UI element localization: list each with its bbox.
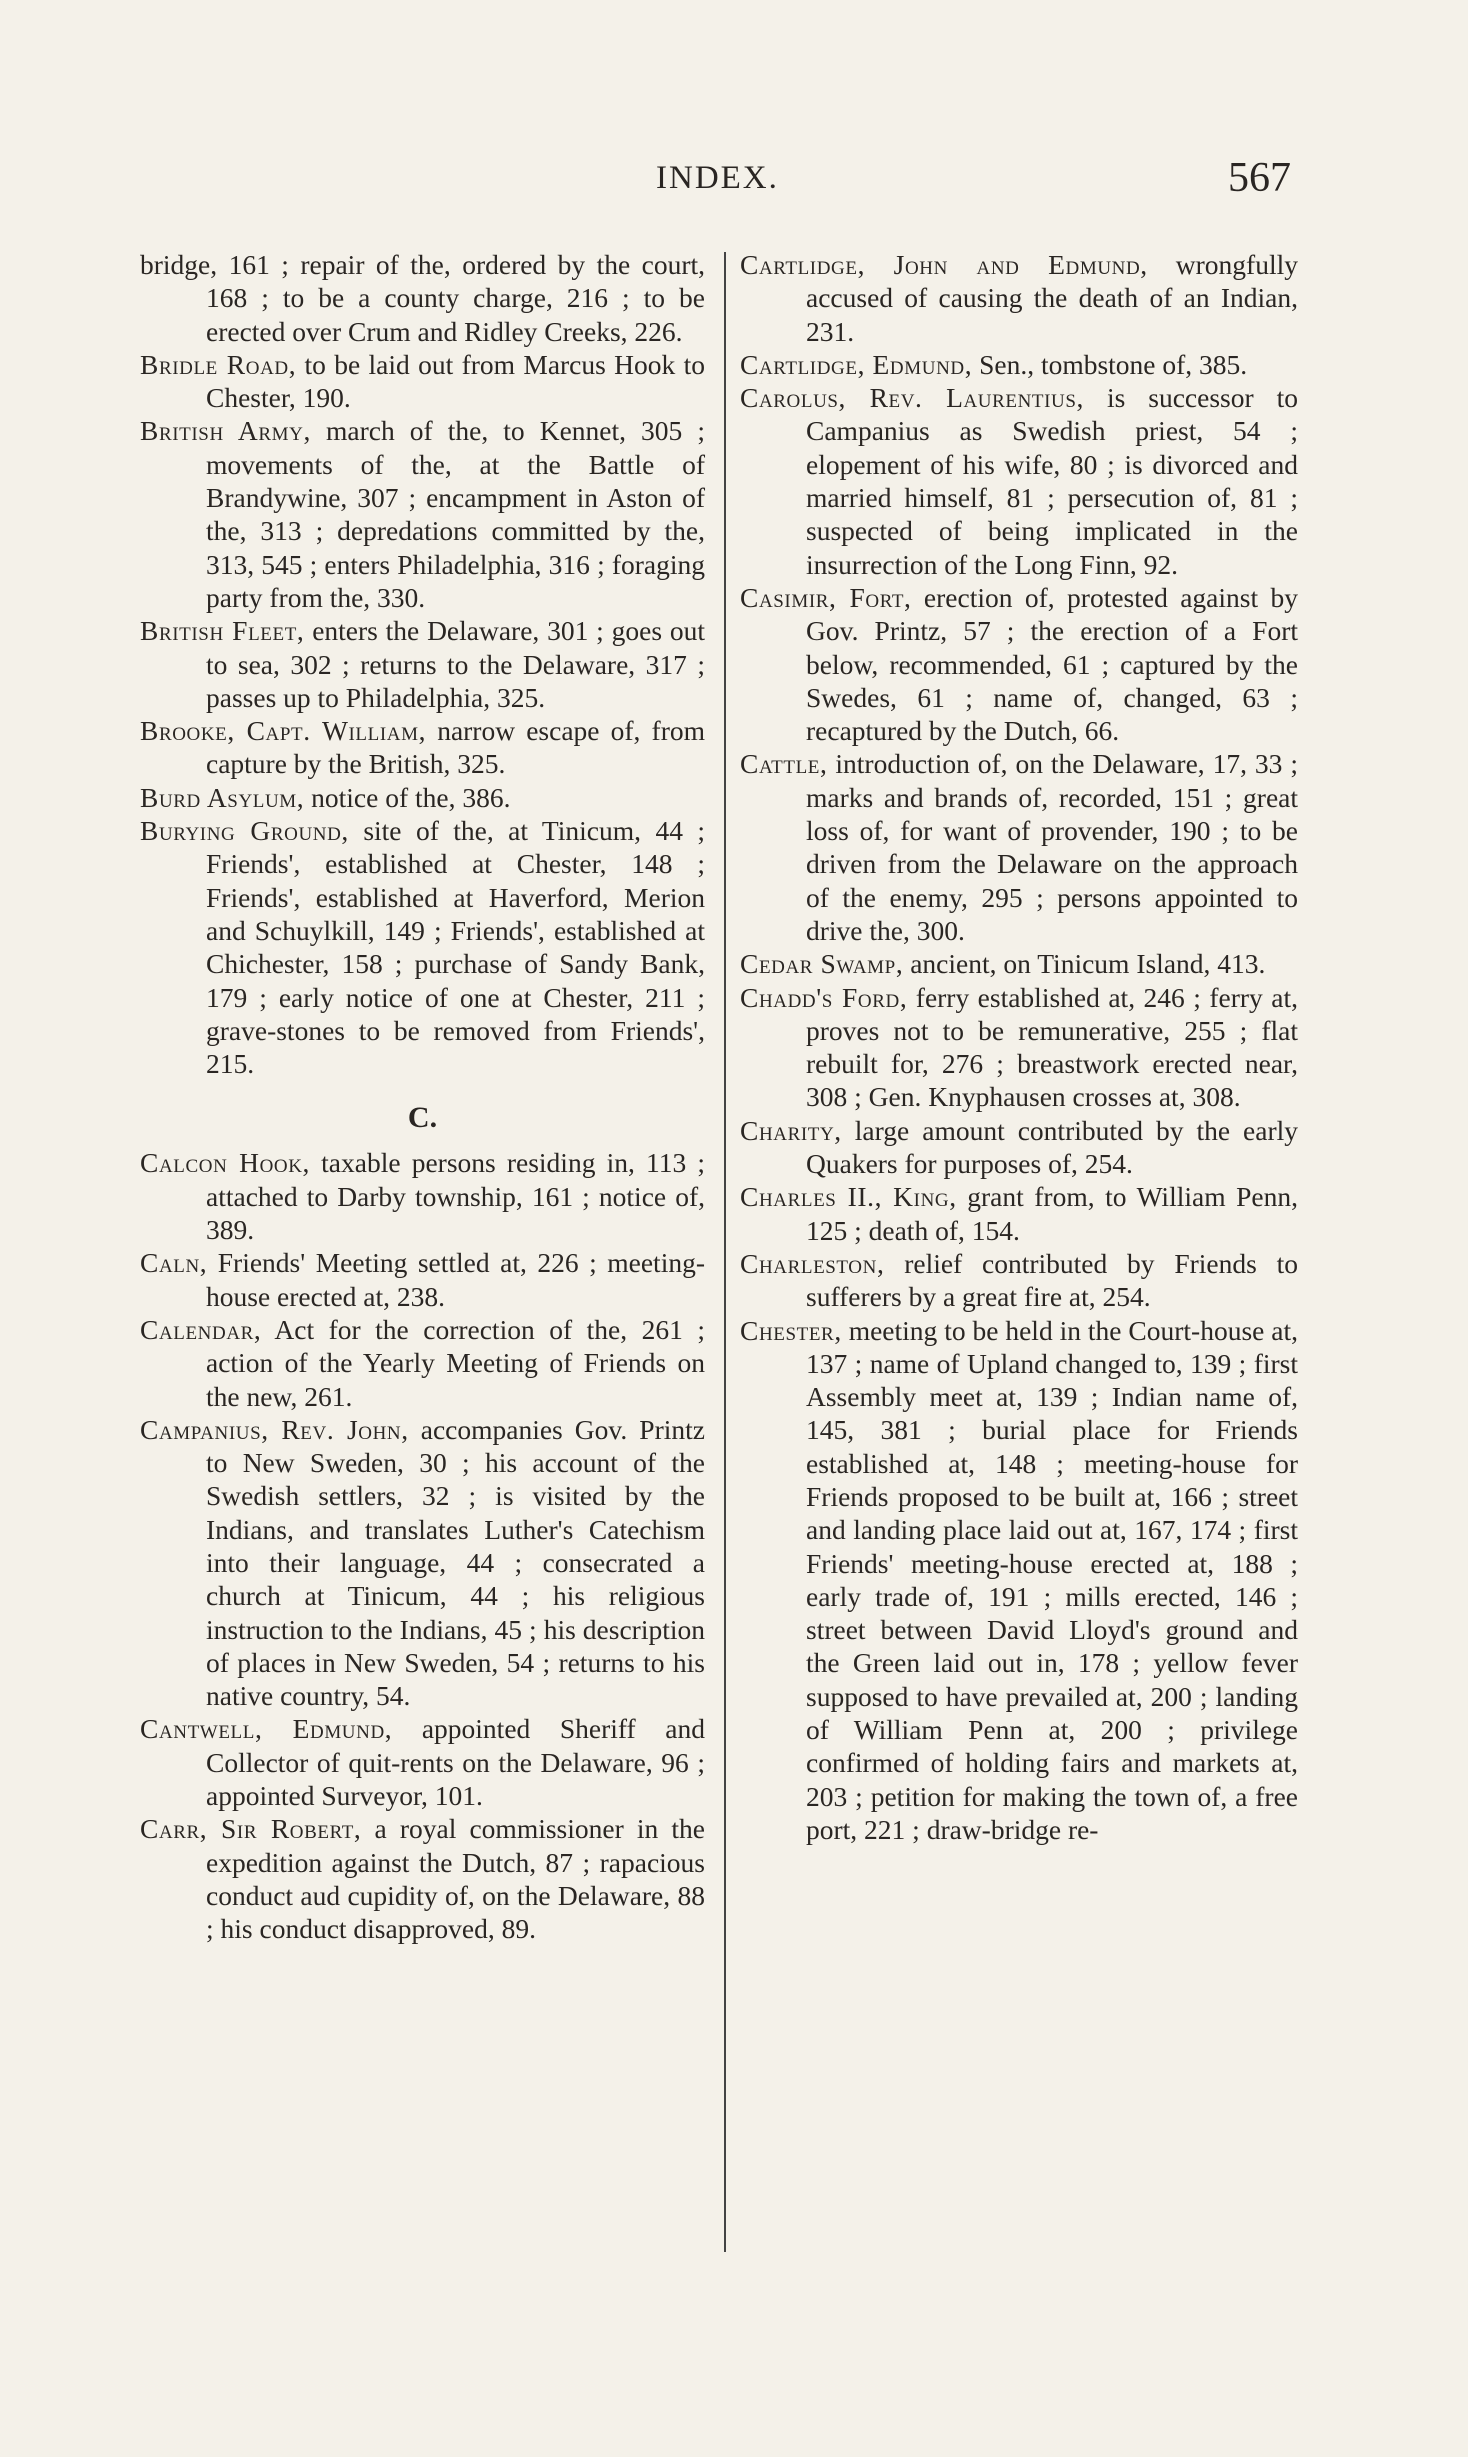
- index-entry: [140, 781, 705, 814]
- entry-headword: Casimir, Fort,: [740, 581, 912, 613]
- entry-headword: Caln,: [140, 1247, 208, 1279]
- entry-text: ferry established at, 246 ; ferry at, proves not to be remunerative, 255 ; flat rebuilt for, 276 ; breastwork erected near, 308 ; Gen. Knyphausen crosses at, 308.: [806, 981, 1298, 1113]
- entry-text: narrow escape of, from capture by the British, 325.: [206, 715, 705, 780]
- entry-headword: Carolus, Rev. Laurentius,: [740, 382, 1085, 414]
- entry-text: wrongfully accused of causing the death of an Indian, 231.: [806, 249, 1298, 347]
- entry-headword: Cattle,: [740, 748, 828, 780]
- index-entry: [740, 581, 1298, 747]
- left-entries-before: [140, 248, 705, 1080]
- entry-text: site of the, at Tinicum, 44 ; Friends', established at Chester, 148 ; Friends', established at Haverford, Merion and Schuylkill, 149 ; Friends', established at Chichester, 158 ; purchase of Sandy Bank, 179 ; early notice of one at Chester, 211 ; grave-stones to be removed from Friends', 215.: [206, 815, 705, 1080]
- entry-text: relief contributed by Friends to sufferers by a great fire at, 254.: [806, 1247, 1298, 1313]
- entry-headword: Charleston,: [740, 1247, 885, 1279]
- entry-text: bridge, 161 ; repair of the, ordered by the court, 168 ; to be a county charge, 216 ; to be erected over Crum and Ridley Creeks, 226.: [140, 249, 705, 347]
- index-entry: [140, 348, 705, 415]
- index-entry: [140, 1146, 705, 1246]
- entry-headword: Bridle Road,: [140, 348, 297, 380]
- page-number: 567: [1228, 155, 1291, 201]
- index-entry: [140, 248, 705, 348]
- entry-text: erection of, protested against by Gov. Printz, 57 ; the erection of a Fort below, recommended, 61 ; captured by the Swedes, 61 ; name of, changed, 63 ; recaptured by the Dutch, 66.: [806, 581, 1298, 747]
- index-entry: [140, 1712, 705, 1812]
- left-column: [140, 248, 705, 1946]
- entry-headword: Cedar Swamp,: [740, 948, 904, 980]
- entry-headword: Cantwell, Edmund,: [140, 1713, 393, 1745]
- left-entries-after: [140, 1146, 705, 1945]
- entry-headword: Campanius, Rev. John,: [140, 1413, 409, 1445]
- entry-text: taxable persons residing in, 113 ; attached to Darby township, 161 ; notice of, 389.: [206, 1147, 705, 1246]
- entry-headword: Brooke, Capt. William,: [140, 715, 427, 747]
- index-entry: [140, 714, 705, 781]
- entry-text: to be laid out from Marcus Hook to Chester, 190.: [206, 348, 706, 414]
- entry-headword: Chester,: [740, 1314, 842, 1346]
- entry-text: large amount contributed by the early Quakers for purposes of, 254.: [806, 1114, 1298, 1180]
- entry-text: enters the Delaware, 301 ; goes out to sea, 302 ; returns to the Delaware, 317 ; passes up to Philadelphia, 325.: [206, 615, 705, 713]
- entry-text: accompanies Gov. Printz to New Sweden, 30 ; his account of the Swedish settlers, 32 ; is visited by the Indians, and translates Luther's Catechism into their language, 44 ; consecrated a church at Tinicum, 44 ; his religious instruction to the Indians, 45 ; his description of places in New Sweden, 54 ; returns to his native country, 54.: [206, 1413, 705, 1712]
- index-entry: [140, 414, 705, 614]
- entry-text: meeting to be held in the Court-house at, 137 ; name of Upland changed to, 139 ; first Assembly meet at, 139 ; Indian name of, 145, 381 ; burial place for Friends established at, 148 ; meeting-house for Friends proposed to be built at, 166 ; street and landing place laid out at, 167, 174 ; first Friends' meeting-house erected at, 188 ; early trade of, 191 ; mills erected, 146 ; street between David Lloyd's ground and the Green laid out in, 178 ; yellow fever supposed to have prevailed at, 200 ; landing of William Penn at, 200 ; privilege confirmed of holding fairs and markets at, 203 ; petition for making the town of, a free port, 221 ; draw-bridge re-: [806, 1314, 1298, 1845]
- index-entry: [740, 981, 1298, 1114]
- right-entries: [740, 248, 1298, 1846]
- entry-headword: Charity,: [740, 1114, 842, 1146]
- index-entry: [140, 814, 705, 1080]
- entry-text: introduction of, on the Delaware, 17, 33 ; marks and brands of, recorded, 151 ; great loss of, for want of provender, 190 ; to be driven from the Delaware on the approach of the enemy, 295 ; persons appointed to drive the, 300.: [806, 748, 1298, 946]
- entry-text: Act for the correction of the, 261 ; action of the Yearly Meeting of Friends on the new, 261.: [206, 1313, 705, 1412]
- index-entry: [140, 1246, 705, 1313]
- index-entry: [740, 947, 1298, 980]
- index-entry: [140, 1413, 705, 1713]
- entry-text: grant from, to William Penn, 125 ; death of, 154.: [806, 1181, 1298, 1246]
- entry-text: appointed Sheriff and Collector of quit-rents on the Delaware, 96 ; appointed Surveyor, 101.: [206, 1713, 705, 1812]
- right-column: [740, 248, 1298, 1846]
- entry-headword: Burying Ground,: [140, 815, 349, 847]
- entry-text: ancient, on Tinicum Island, 413.: [903, 948, 1266, 980]
- index-entry: [740, 1314, 1298, 1847]
- index-entry: [140, 1812, 705, 1945]
- index-entry: [740, 1180, 1298, 1247]
- entry-text: march of the, to Kennet, 305 ; movements of the, at the Battle of Brandywine, 307 ; encampment in Aston of the, 313 ; depredations committed by the, 313, 545 ; enters Philadelphia, 316 ; foraging party from the, 330.: [206, 415, 706, 613]
- column-divider: [724, 252, 726, 2252]
- index-entry: [740, 747, 1298, 947]
- entry-text: a royal commissioner in the expedition against the Dutch, 87 ; rapacious conduct aud cupidity of, on the Delaware, 88 ; his conduct disapproved, 89.: [206, 1813, 705, 1945]
- entry-headword: Carr, Sir Robert,: [140, 1813, 362, 1845]
- entry-headword: British Army,: [140, 415, 311, 447]
- index-entry: [740, 1247, 1298, 1314]
- entry-headword: Calendar,: [140, 1313, 262, 1345]
- entry-headword: Charles II., King,: [740, 1181, 957, 1213]
- section-letter: C.: [407, 1101, 438, 1135]
- index-entry: [740, 348, 1298, 381]
- entry-text: notice of the, 386.: [304, 781, 511, 813]
- index-entry: [740, 248, 1298, 348]
- entry-headword: Calcon Hook,: [140, 1147, 311, 1179]
- entry-headword: British Fleet,: [140, 615, 305, 647]
- entry-text: is successor to Campanius as Swedish priest, 54 ; elopement of his wife, 80 ; is divorced and married himself, 81 ; persecution of, 81 ; suspected of being implicated in the insurrection of the Long Finn, 92.: [806, 382, 1298, 580]
- entry-headword: Cartlidge, John and Edmund,: [740, 249, 1148, 280]
- entry-text: Friends' Meeting settled at, 226 ; meeting-house erected at, 238.: [206, 1247, 705, 1312]
- page-header: [0, 155, 1468, 210]
- entry-headword: Cartlidge, Edmund,: [740, 348, 973, 380]
- index-entry: [740, 381, 1298, 581]
- index-entry: [140, 614, 705, 714]
- running-head: INDEX.: [656, 160, 779, 196]
- entry-text: Sen., tombstone of, 385.: [972, 348, 1248, 380]
- entry-headword: Chadd's Ford,: [740, 981, 908, 1013]
- entry-headword: Burd Asylum,: [140, 781, 305, 813]
- index-entry: [140, 1313, 705, 1413]
- index-entry: [740, 1114, 1298, 1181]
